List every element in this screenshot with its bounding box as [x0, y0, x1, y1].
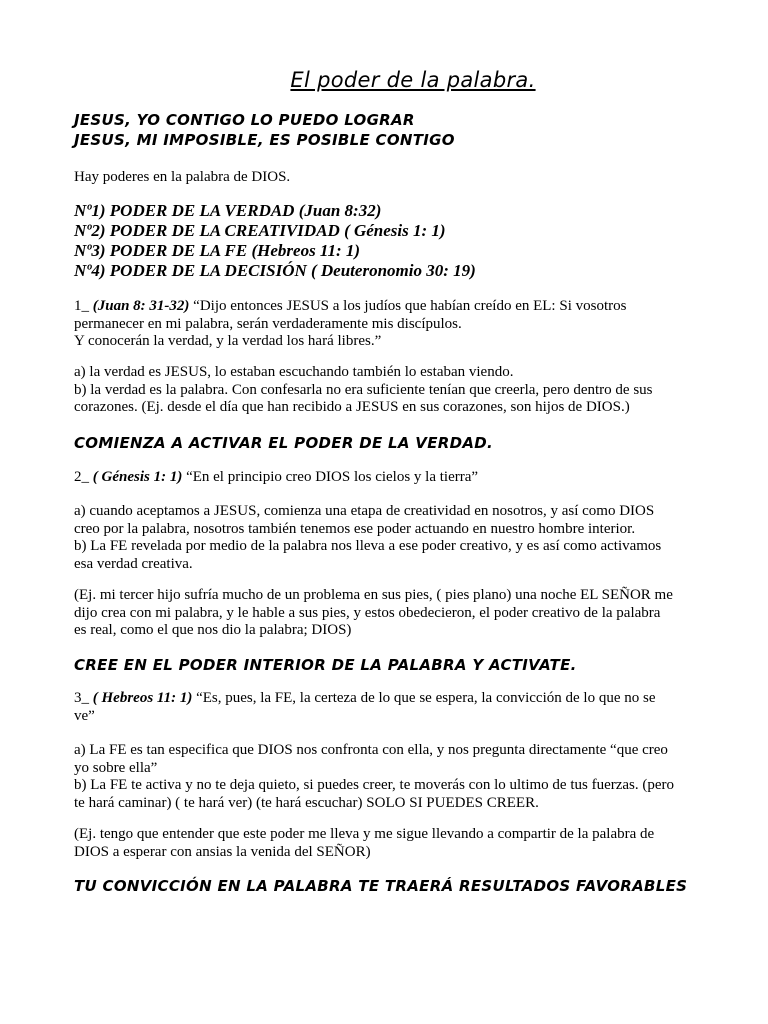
- section-3-point-a-line-2: yo sobre ella”: [74, 759, 158, 776]
- section-2-points: [74, 503, 700, 573]
- section-2-reference: ( Génesis 1: 1): [92, 469, 183, 485]
- points-list: [74, 201, 700, 281]
- section-1-heading: COMIENZA A ACTIVAR EL PODER DE LA VERDAD.: [74, 434, 494, 452]
- section-1-quote-line-1: “Dijo entonces JESUS a los judíos que habían creído en EL: Si vosotros: [189, 298, 627, 314]
- section-3-point-b-line-2: te hará caminar) ( te hará ver) (te hará escuchar) SOLO SI PUEDES CREER.: [74, 794, 539, 811]
- section-2-quote: [74, 469, 700, 487]
- section-2-point-a-line-1: a) cuando aceptamos a JESUS, comienza una etapa de creatividad en nosotros, y así como DIOS: [74, 503, 655, 519]
- point-1: Nº1) PODER DE LA VERDAD (Juan 8:32): [74, 201, 382, 220]
- section-2-number: 2_: [74, 469, 93, 485]
- section-3-quote-line-1: “Es, pues, la FE, la certeza de lo que se espera, la convicción de lo que no se: [192, 690, 656, 706]
- section-3-quote: [74, 690, 700, 725]
- section-3-quote-line-2: ve”: [74, 707, 95, 724]
- section-3-number: 3_: [74, 690, 93, 706]
- section-3-point-b-line-1: b) La FE te activa y no te deja quieto, si puedes creer, te moverás con lo ultimo de tus fuerzas. (pero: [74, 777, 675, 793]
- subheading-1: JESUS, YO CONTIGO LO PUEDO LOGRAR: [74, 111, 415, 129]
- section-1-quote-line-3: Y conocerán la verdad, y la verdad los hará libres.”: [74, 333, 382, 349]
- section-3-point-a-line-1: a) La FE es tan especifica que DIOS nos confronta con ella, y nos pregunta directamente “que creo: [74, 742, 668, 758]
- point-2: Nº2) PODER DE LA CREATIVIDAD ( Génesis 1: 1): [74, 221, 446, 240]
- section-1-quote-line-2: permanecer en mi palabra, serán verdaderamente mis discípulos.: [74, 315, 462, 332]
- section-2-example-line-3: es real, como el que nos dio la palabra; DIOS): [74, 622, 352, 638]
- section-1-point-a: a) la verdad es JESUS, lo estaban escuchando también lo estaban viendo.: [74, 364, 514, 380]
- section-3-example-line-2: DIOS a esperar con ansias la venida del SEÑOR): [74, 843, 371, 860]
- intro-text: Hay poderes en la palabra de DIOS.: [74, 169, 291, 185]
- section-2-example: [74, 587, 700, 640]
- section-3-example: [74, 826, 700, 861]
- section-1-points: [74, 364, 700, 417]
- section-2-quote-text: “En el principio creo DIOS los cielos y la tierra”: [182, 469, 479, 485]
- point-4: Nº4) PODER DE LA DECISIÓN ( Deuteronomio 30: 19): [74, 261, 476, 280]
- section-1-number: 1_: [74, 298, 93, 314]
- section-2-point-b-line-2: esa verdad creativa.: [74, 555, 193, 572]
- section-1-point-b-line-1: b) la verdad es la palabra. Con confesarla no era suficiente tenían que creerla, pero dentro de sus: [74, 381, 653, 398]
- section-1-reference: (Juan 8: 31-32): [92, 298, 190, 314]
- section-1-point-b-line-2: corazones. (Ej. desde el día que han recibido a JESUS en sus corazones, son hijos de DIOS.): [74, 399, 630, 415]
- point-3: Nº3) PODER DE LA FE (Hebreos 11: 1): [74, 241, 361, 260]
- section-1-quote: [74, 298, 700, 351]
- section-2-example-line-1: (Ej. mi tercer hijo sufría mucho de un problema en sus pies, ( pies plano) una noche EL SEÑOR me: [74, 587, 673, 603]
- section-2-heading: CREE EN EL PODER INTERIOR DE LA PALABRA Y ACTIVATE.: [74, 656, 577, 674]
- section-2-point-a-line-2: creo por la palabra, nosotros también tenemos ese poder actuando en nuestro hombre interior.: [74, 520, 636, 537]
- section-3-heading: TU CONVICCIÓN EN LA PALABRA TE TRAERÁ RESULTADOS FAVORABLES: [74, 877, 688, 895]
- section-3-reference: ( Hebreos 11: 1): [92, 690, 193, 706]
- section-3-example-line-1: (Ej. tengo que entender que este poder me lleva y me sigue llevando a compartir de la palabra de: [74, 826, 655, 842]
- section-2-point-b-line-1: b) La FE revelada por medio de la palabra nos lleva a ese poder creativo, y es así como activamos: [74, 538, 662, 554]
- section-3-points: [74, 742, 700, 812]
- document-title: El poder de la palabra.: [290, 68, 536, 92]
- subheading-2: JESUS, MI IMPOSIBLE, ES POSIBLE CONTIGO: [74, 131, 455, 149]
- section-2-example-line-2: dijo crea con mi palabra, y le hable a sus pies, y estos obedecieron, el poder creativo de la palabra: [74, 604, 661, 621]
- subheading-group: [74, 110, 700, 150]
